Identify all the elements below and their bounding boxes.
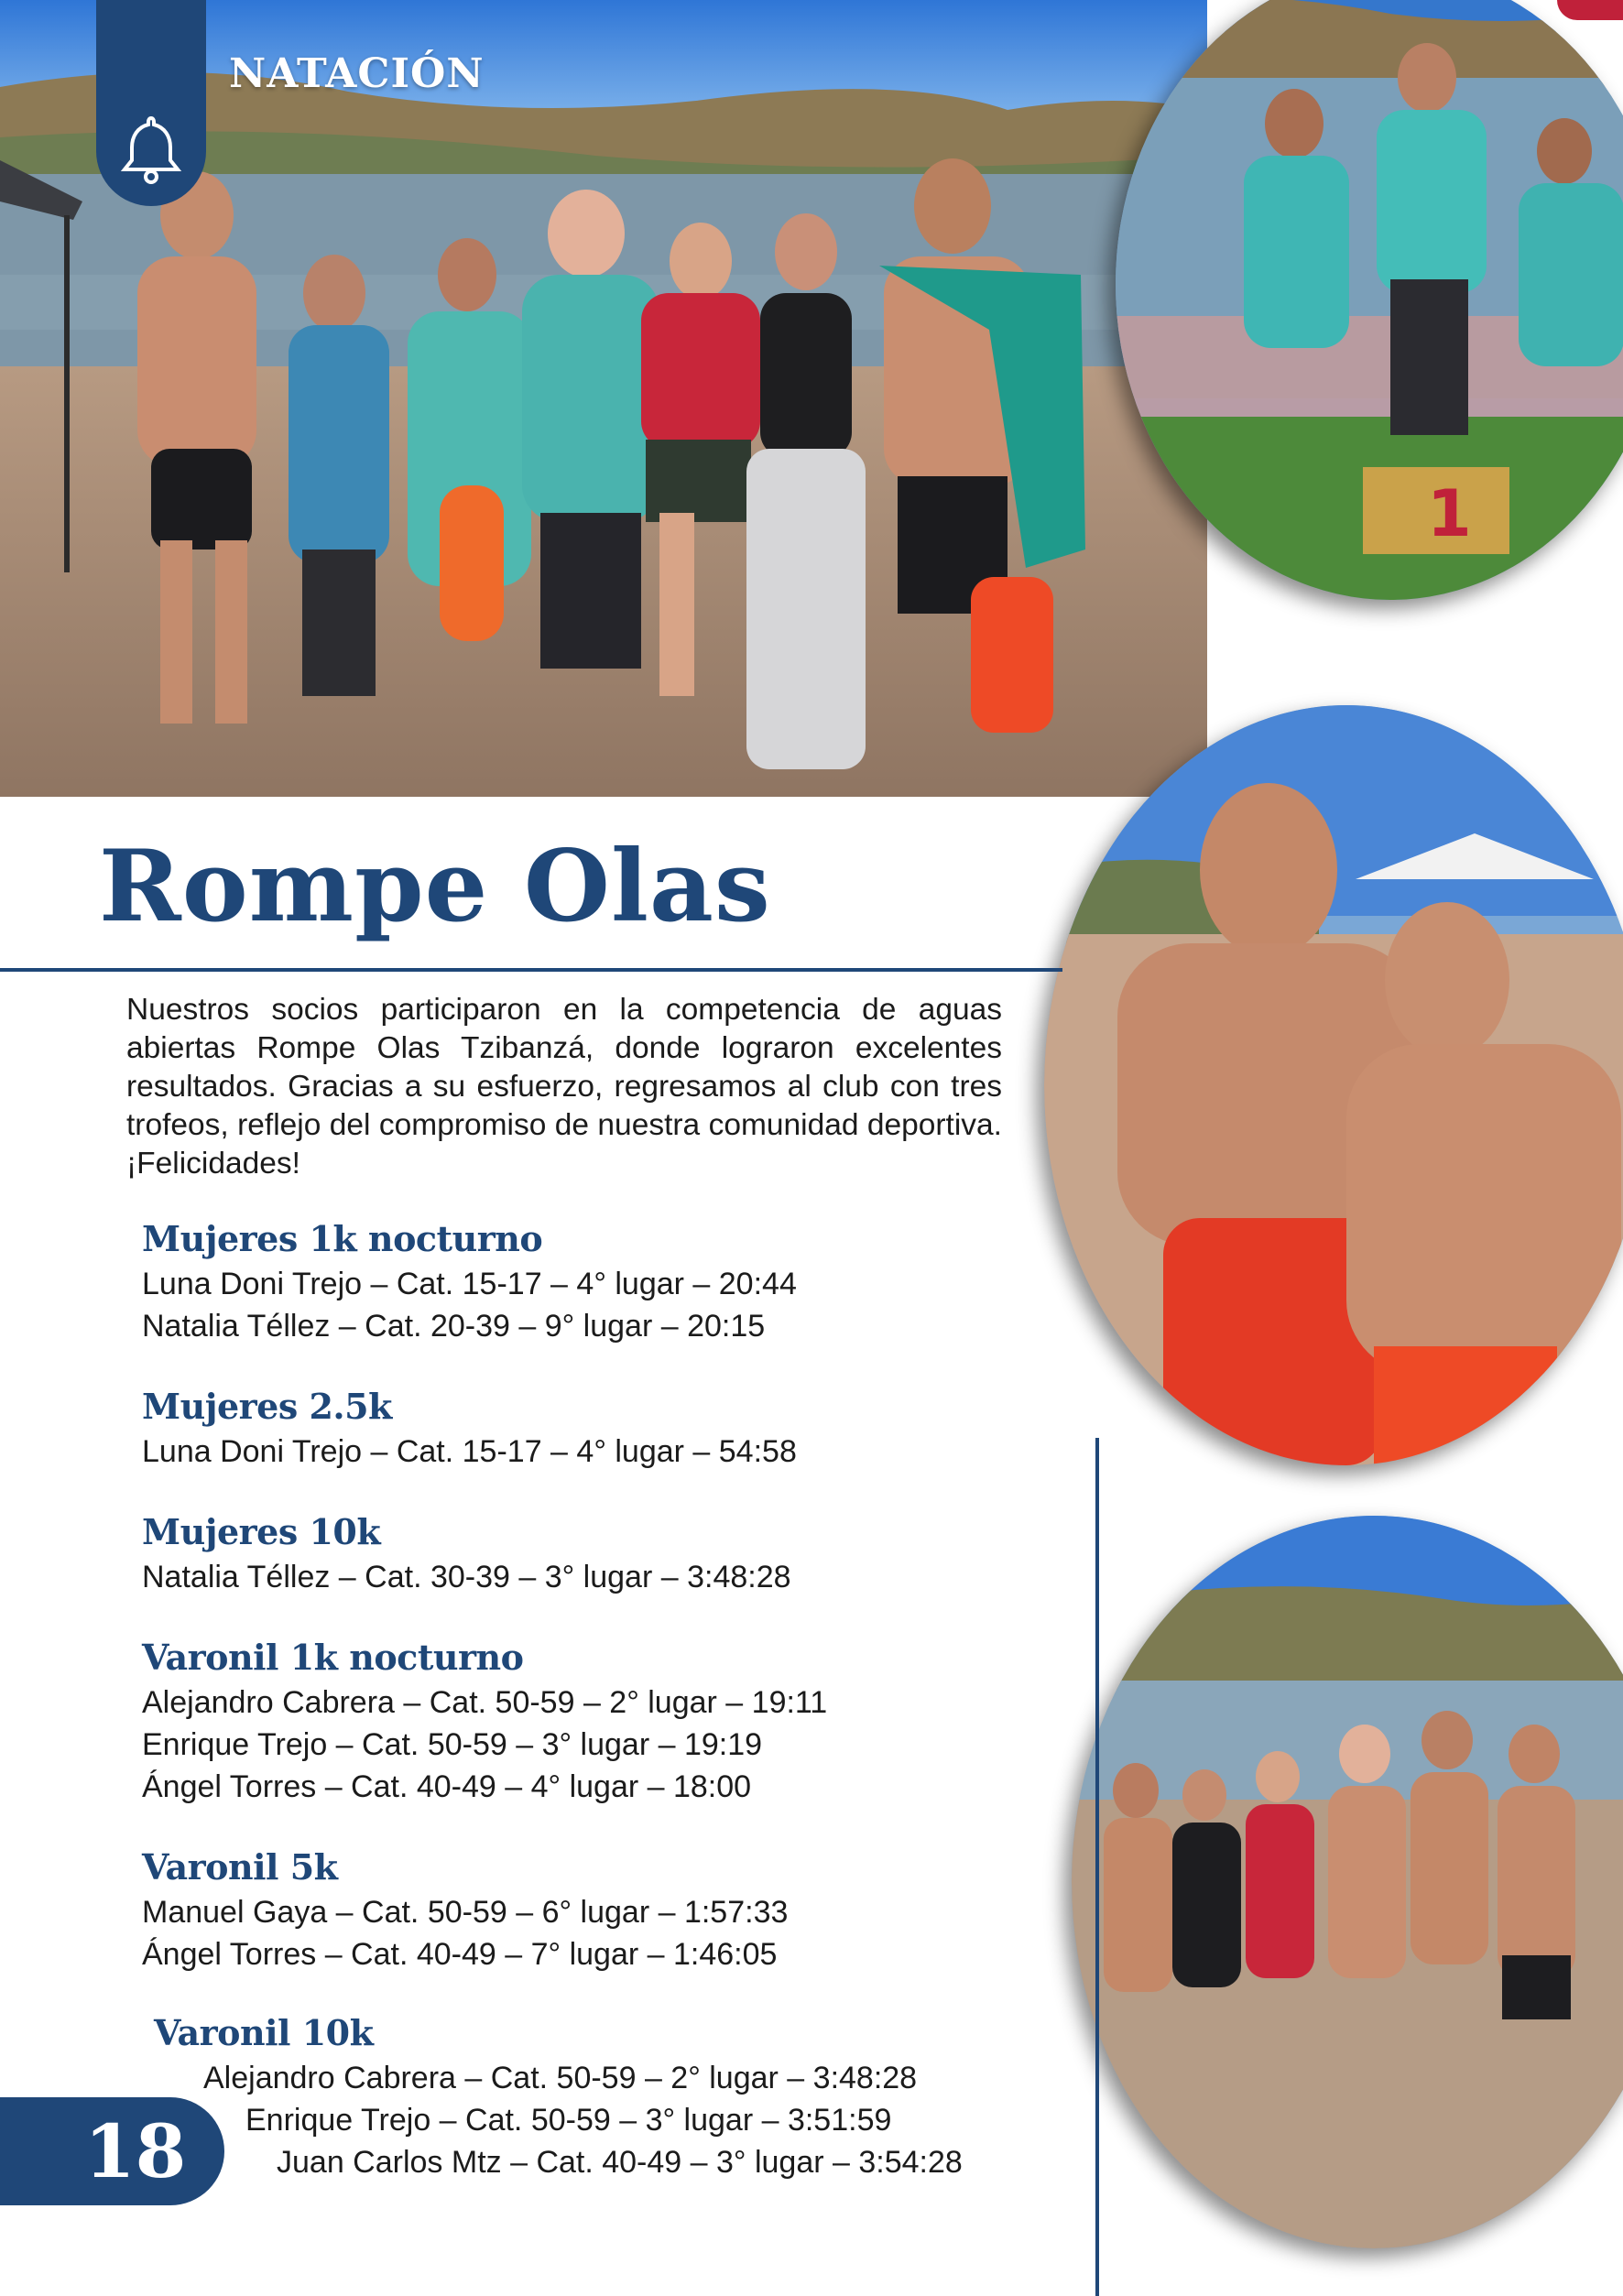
result-line: Alejandro Cabrera – Cat. 50-59 – 2° lugar – 3:48:28	[203, 2061, 918, 2095]
result-line: Natalia Téllez – Cat. 30-39 – 3° lugar – 3:48:28	[142, 1560, 791, 1594]
bell-icon	[119, 113, 183, 186]
podium-number: 1	[1427, 476, 1472, 551]
result-line: Luna Doni Trejo – Cat. 15-17 – 4° lugar – 54:58	[142, 1434, 797, 1469]
result-block-varonil-1k	[142, 1637, 827, 1808]
result-line: Manuel Gaya – Cat. 50-59 – 6° lugar – 1:57:33	[142, 1895, 789, 1930]
result-heading: Mujeres 2.5k	[142, 1386, 392, 1427]
result-block-varonil-10k	[154, 2012, 963, 2183]
result-block-varonil-5k	[142, 1846, 788, 1975]
result-line: Alejandro Cabrera – Cat. 50-59 – 2° lugar – 19:11	[142, 1685, 828, 1720]
section-tab	[96, 0, 206, 206]
result-block-mujeres-2-5k	[142, 1386, 797, 1473]
result-line: Luna Doni Trejo – Cat. 15-17 – 4° lugar – 20:44	[142, 1267, 797, 1301]
result-heading: Mujeres 10k	[142, 1511, 381, 1552]
result-line: Enrique Trejo – Cat. 50-59 – 3° lugar – 19:19	[142, 1727, 763, 1762]
result-line: Juan Carlos Mtz – Cat. 40-49 – 3° lugar – 3:54:28	[277, 2145, 963, 2180]
result-heading: Mujeres 1k nocturno	[142, 1218, 543, 1259]
result-line: Ángel Torres – Cat. 40-49 – 4° lugar – 18:00	[142, 1769, 752, 1804]
page-number: 18	[84, 2108, 187, 2194]
page-title: Rompe Olas	[99, 829, 771, 944]
intro-paragraph: Nuestros socios participaron en la competencia de aguas abiertas Rompe Olas Tzibanzá, donde lograron excelentes resultados. Gracias a su esfuerzo, regresamos al club con tres trofeos, reflejo del compromiso de nuestra comunidad deportiva. ¡Felicidades!	[126, 993, 1002, 1181]
group-lake-photo	[1072, 1516, 1623, 2248]
page-number-tab	[0, 2097, 224, 2205]
corner-accent	[1557, 0, 1623, 20]
result-block-mujeres-1k	[142, 1218, 797, 1347]
result-line: Ángel Torres – Cat. 40-49 – 7° lugar – 1:46:05	[142, 1937, 778, 1972]
result-heading: Varonil 1k nocturno	[142, 1637, 524, 1678]
duo-swimmers-photo	[1044, 705, 1623, 1465]
section-label: NATACIÓN	[229, 50, 485, 97]
result-heading: Varonil 5k	[142, 1846, 338, 1888]
result-block-mujeres-10k	[142, 1511, 791, 1598]
result-heading: Varonil 10k	[154, 2012, 374, 2053]
title-divider	[0, 968, 1062, 972]
result-line: Enrique Trejo – Cat. 50-59 – 3° lugar – 3:51:59	[245, 2103, 892, 2138]
vertical-divider	[1095, 1438, 1099, 2296]
result-line: Natalia Téllez – Cat. 20-39 – 9° lugar – 20:15	[142, 1309, 766, 1344]
